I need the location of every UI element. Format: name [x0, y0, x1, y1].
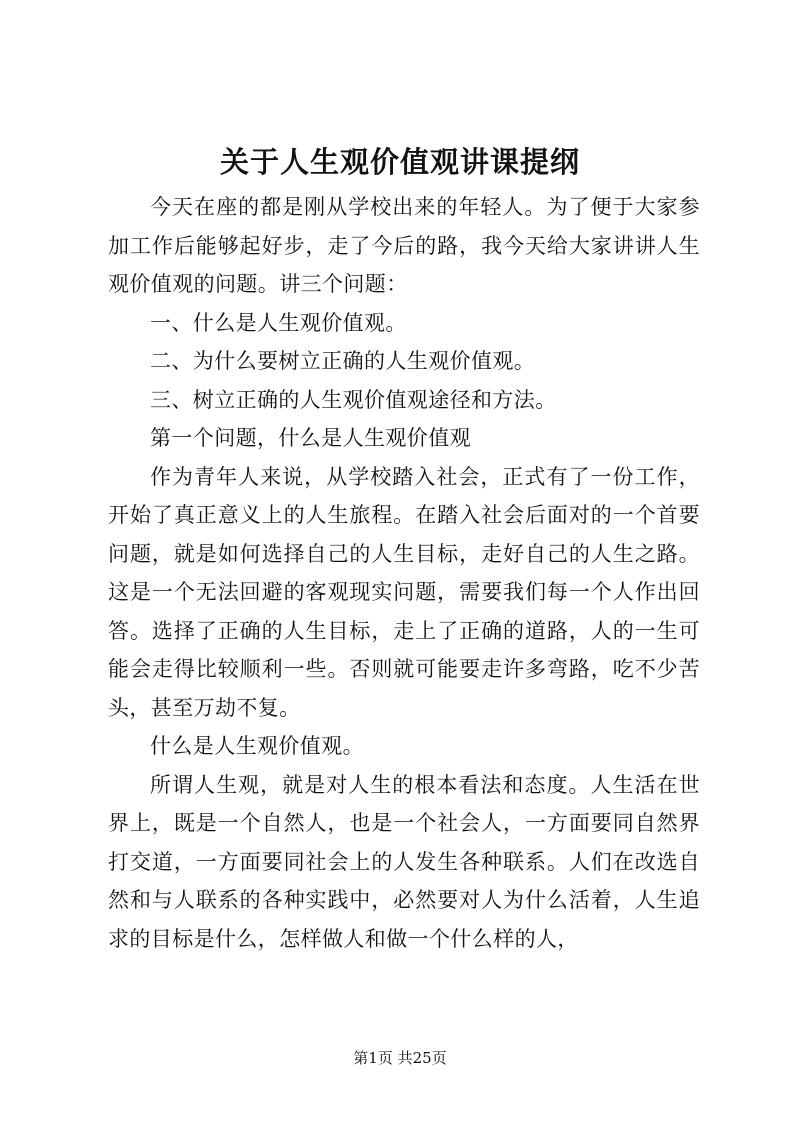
paragraph-definition: 所谓人生观，就是对人生的根本看法和态度。人生活在世界上，既是一个自然人，也是一个社会人，一方面要同自然界打交道，一方面要同社会上的人发生各种联系。人们在改选自然和与人联系的各种实践中，必然要对人为什么活着，人生追求的目标是什么，怎样做人和做一个什么样的人，	[108, 772, 700, 951]
document-title: 关于人生观价值观讲课提纲	[219, 145, 580, 179]
subheading-what-is: 什么是人生观价值观。	[150, 734, 364, 758]
paragraph-point-2: 二、为什么要树立正确的人生观价值观。	[150, 349, 536, 373]
paragraph-intro: 今天在座的都是刚从学校出来的年轻人。为了便于大家参加工作后能够起好步，走了今后的路，我今天给大家讲讲人生观价值观的问题。讲三个问题：	[108, 195, 700, 296]
page-footer: 第1页 共25页	[353, 1049, 447, 1067]
document-body	[108, 188, 700, 958]
paragraph-point-3: 三、树立正确的人生观价值观途径和方法。	[150, 387, 557, 412]
paragraph-point-1: 一、什么是人生观价值观。	[150, 310, 407, 335]
paragraph-youth: 作为青年人来说，从学校踏入社会，正式有了一份工作，开始了真正意义上的人生旅程。在踏入社会后面对的一个首要问题，就是如何选择自己的人生目标，走好自己的人生之路。这是一个无法回避的客观现实问题，需要我们每一个人作出回答。选择了正确的人生目标，走上了正确的道路，人的一生可能会走得比较顺利一些。否则就可能要走许多弯路，吃不少苦头，甚至万劫不复。	[108, 464, 700, 720]
section-heading-1: 第一个问题，什么是人生观价值观	[150, 426, 471, 450]
